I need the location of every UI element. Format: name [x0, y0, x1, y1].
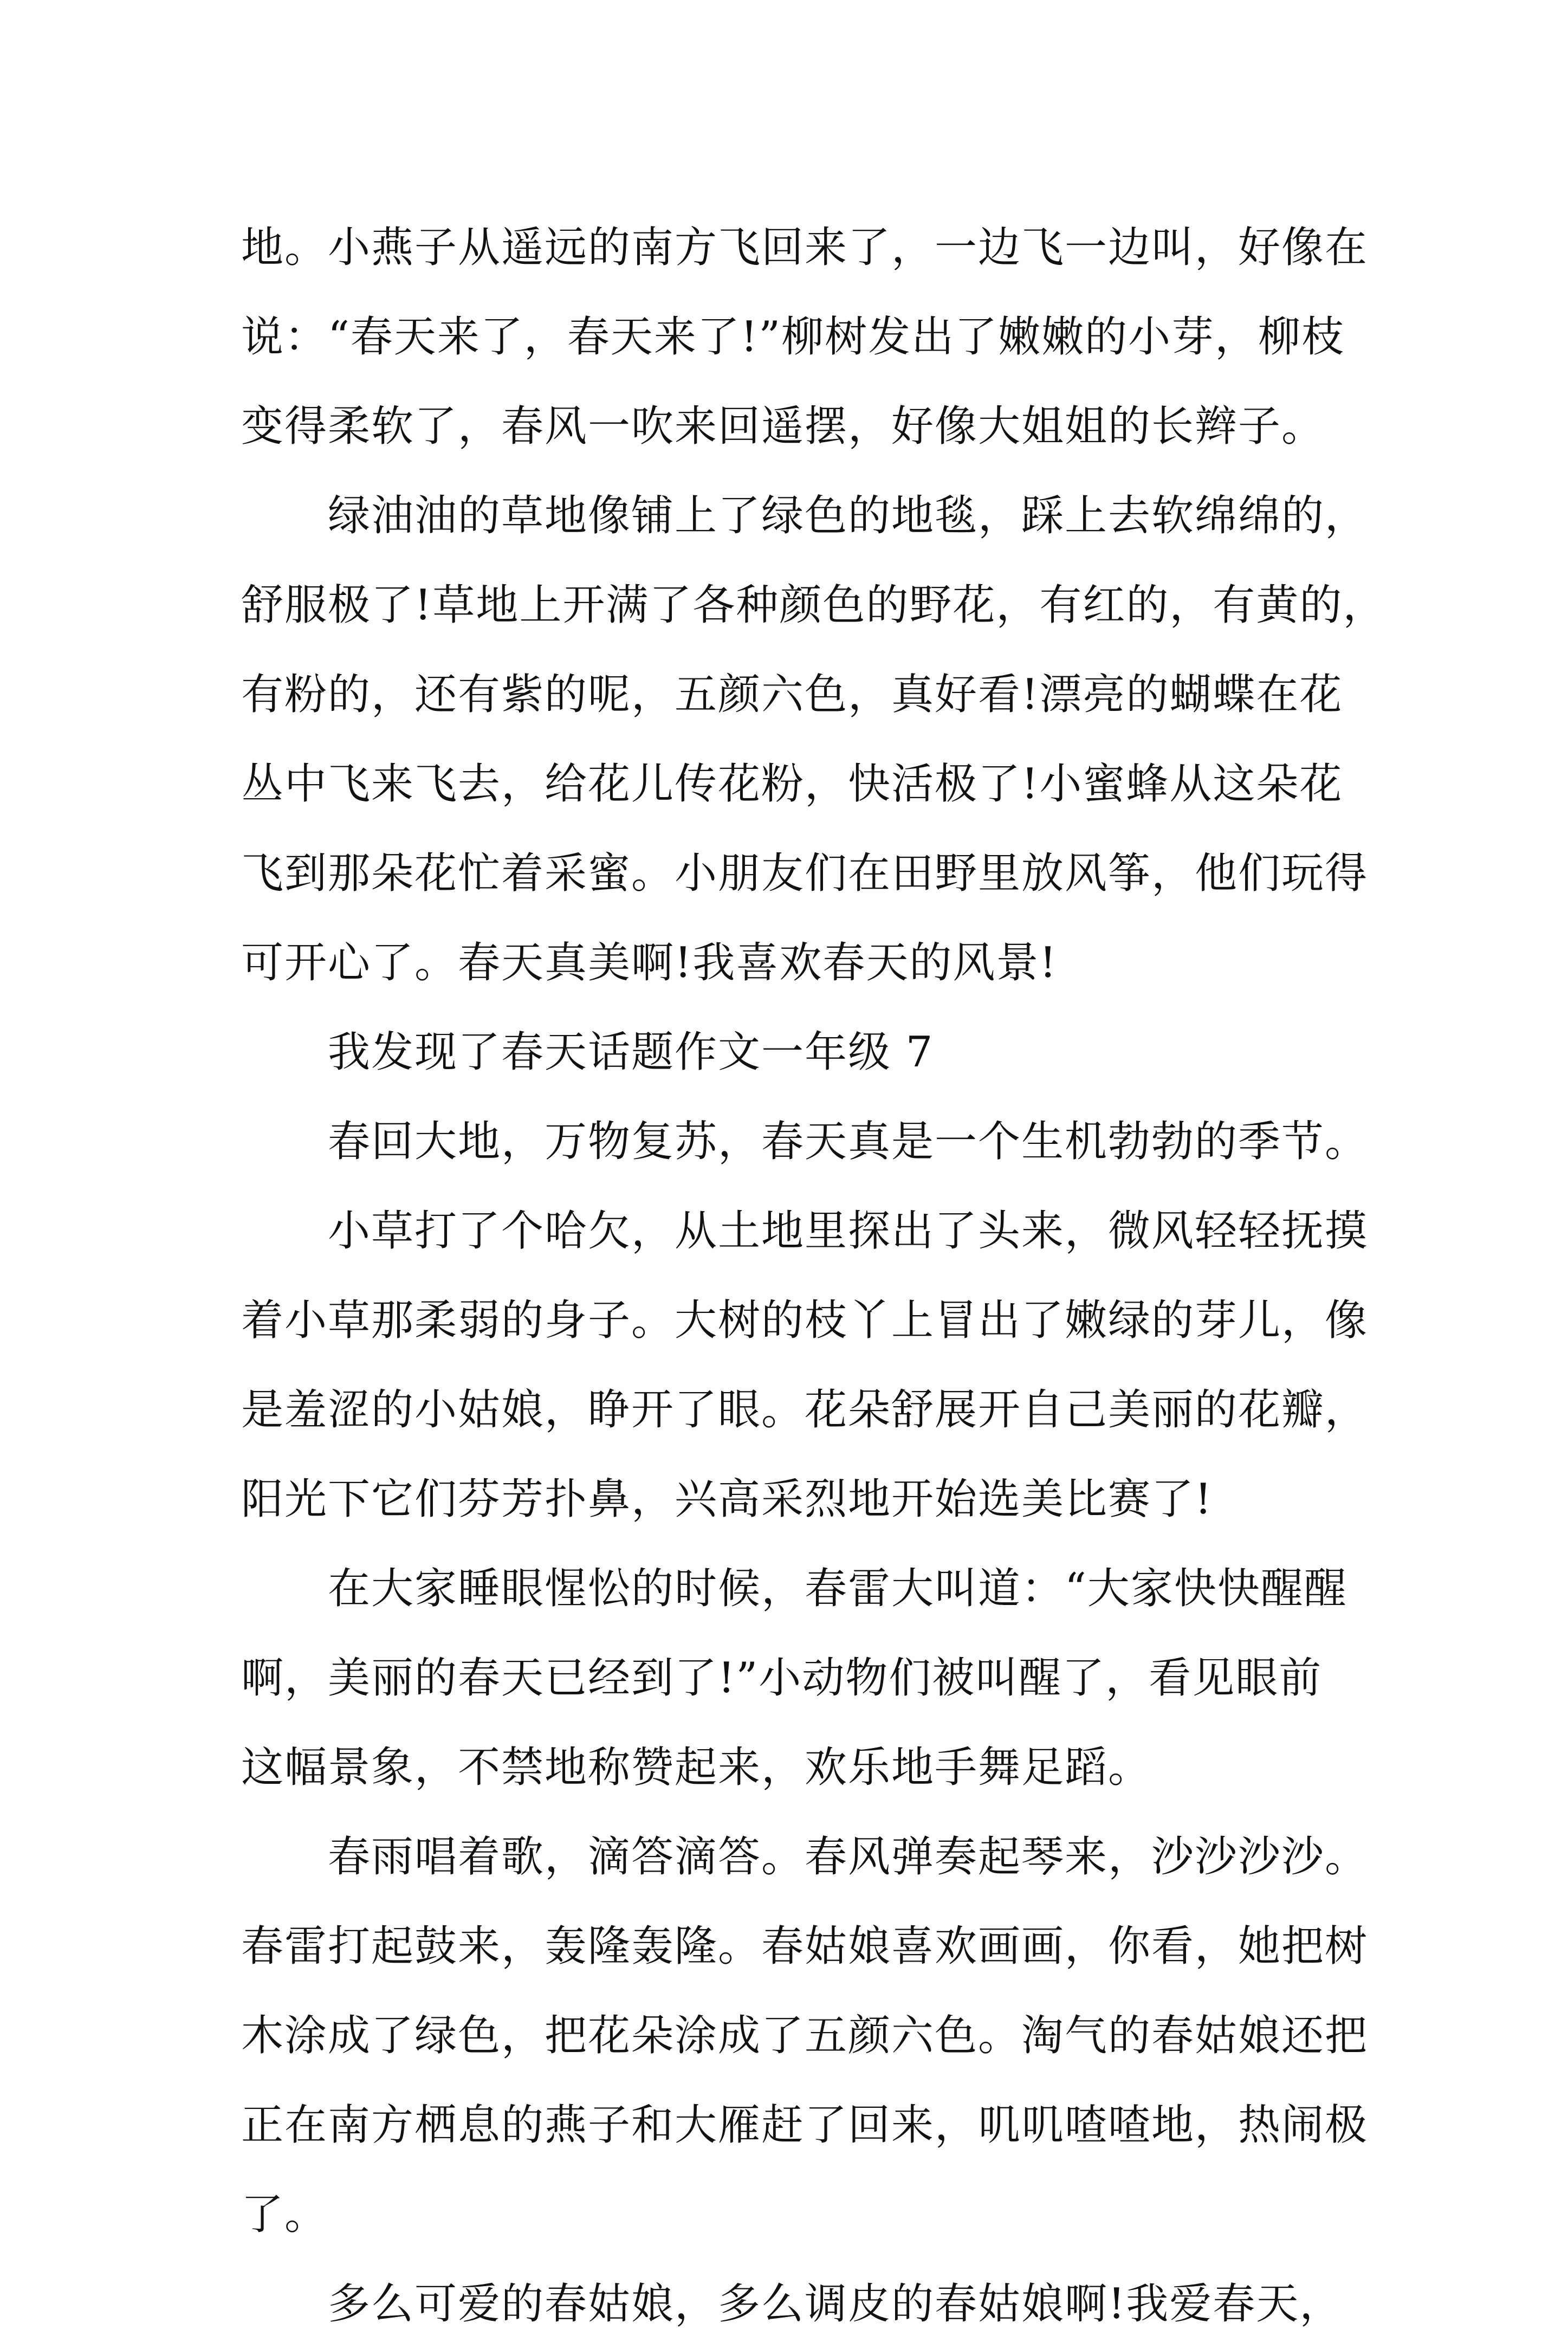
text-line: 绿油油的草地像铺上了绿色的地毯，踩上去软绵绵的， [328, 491, 1369, 540]
text-line: 春回大地，万物复苏，春天真是一个生机勃勃的季节。 [328, 1117, 1369, 1166]
text-line: 了。 [241, 2190, 328, 2239]
text-line: 这幅景象，不禁地称赞起来，欢乐地手舞足蹈。 [241, 1743, 1152, 1792]
document-page [241, 203, 1386, 2349]
text-line: 小草打了个哈欠，从土地里探出了头来，微风轻轻抚摸 [328, 1207, 1369, 1256]
text-line: 在大家睡眼惺忪的时候，春雷大叫道：“大家快快醒醒 [328, 1564, 1347, 1613]
text-line: 丛中飞来飞去，给花儿传花粉，快活极了!小蜜蜂从这朵花 [241, 760, 1343, 808]
text-line: 是羞涩的小姑娘，睁开了眼。花朵舒展开自己美丽的花瓣， [241, 1386, 1369, 1434]
text-line: 啊，美丽的春天已经到了!”小动物们被叫醒了，看见眼前 [241, 1654, 1323, 1703]
text-line: 说：“春天来了，春天来了!”柳树发出了嫩嫩的小芽，柳枝 [241, 313, 1345, 361]
text-line: 春雨唱着歌，滴答滴答。春风弹奏起琴来，沙沙沙沙。 [328, 1833, 1369, 1881]
text-line: 多么可爱的春姑娘，多么调皮的春姑娘啊!我爱春天， [328, 2280, 1343, 2328]
text-line: 木涂成了绿色，把花朵涂成了五颜六色。淘气的春姑娘还把 [241, 2011, 1369, 2060]
section-heading: 我发现了春天话题作文一年级 7 [328, 1028, 934, 1077]
text-line: 可开心了。春天真美啊!我喜欢春天的风景! [241, 939, 1058, 987]
text-line: 着小草那柔弱的身子。大树的枝丫上冒出了嫩绿的芽儿，像 [241, 1296, 1369, 1345]
text-line: 有粉的，还有紫的呢，五颜六色，真好看!漂亮的蝴蝶在花 [241, 670, 1343, 719]
text-line: 阳光下它们芬芳扑鼻，兴高采烈地开始选美比赛了! [241, 1475, 1213, 1524]
text-line: 地。小燕子从遥远的南方飞回来了，一边飞一边叫，好像在 [241, 223, 1369, 272]
text-line: 正在南方栖息的燕子和大雁赶了回来，叽叽喳喳地，热闹极 [241, 2101, 1369, 2150]
text-line: 飞到那朵花忙着采蜜。小朋友们在田野里放风筝，他们玩得 [241, 849, 1369, 898]
text-line: 春雷打起鼓来，轰隆轰隆。春姑娘喜欢画画，你看，她把树 [241, 1922, 1369, 1971]
text-line: 变得柔软了，春风一吹来回遥摆，好像大姐姐的长辫子。 [241, 402, 1325, 451]
text-line: 舒服极了!草地上开满了各种颜色的野花，有红的，有黄的， [241, 581, 1386, 630]
